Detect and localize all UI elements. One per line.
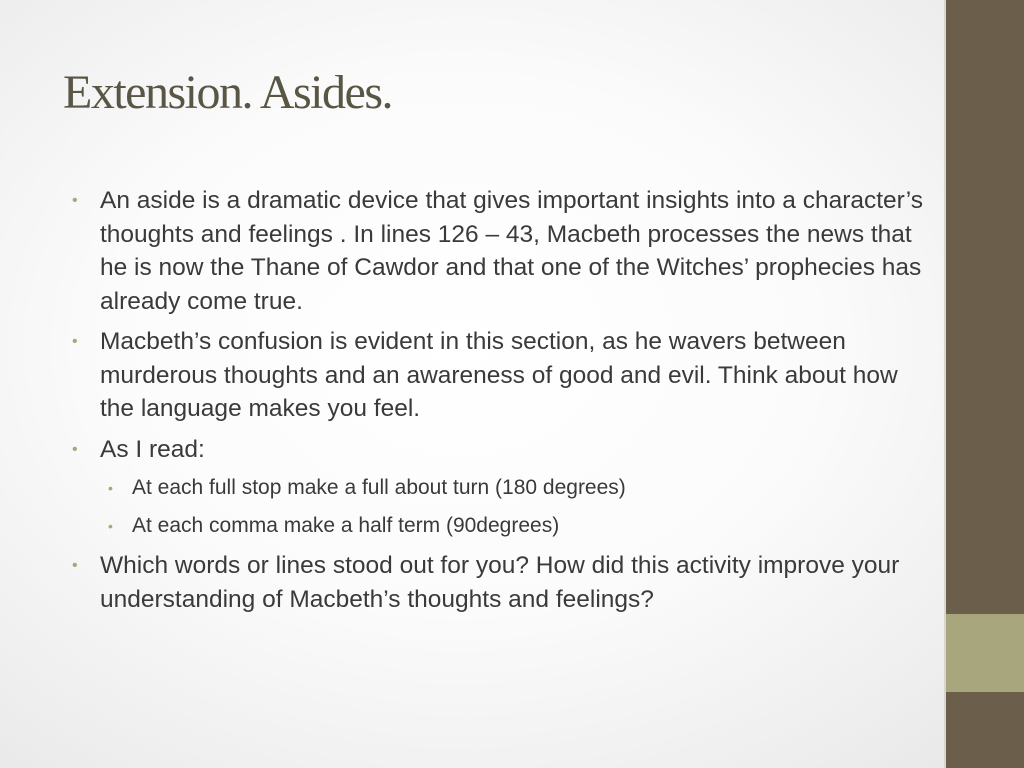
bullet-item bbox=[72, 549, 932, 616]
bullet-text: Macbeth’s confusion is evident in this section, as he wavers between murderous thoughts and an awareness of good and evil. Think about how the language makes you feel. bbox=[100, 328, 898, 422]
sub-bullet-dot-icon: • bbox=[108, 480, 113, 496]
bullet-text: Which words or lines stood out for you? How did this activity improve your understanding of Macbeth’s thoughts and feelings? bbox=[100, 552, 900, 613]
bullet-text: As I read: bbox=[100, 435, 205, 463]
slide-content bbox=[72, 184, 932, 623]
bullet-dot-icon: • bbox=[72, 192, 78, 209]
bullet-dot-icon: • bbox=[72, 440, 78, 458]
slide-title: Extension. Asides. bbox=[63, 66, 392, 119]
bullet-dot-icon: • bbox=[72, 557, 78, 574]
sub-bullet-text: At each comma make a half term (90degrees) bbox=[132, 514, 560, 537]
bullet-item bbox=[72, 433, 932, 467]
sub-bullet-dot-icon: • bbox=[108, 518, 113, 534]
sub-bullet-text: At each full stop make a full about turn (180 degrees) bbox=[132, 476, 626, 499]
bullet-text: An aside is a dramatic device that gives important insights into a character’s thoughts and feelings . In lines 126 – 43, Macbeth processes the news that he is now the Thane of Cawdor and that one of the Witches’ prophecies has already come true. bbox=[100, 187, 923, 315]
bullet-item bbox=[72, 325, 932, 426]
sidebar-accent-block bbox=[946, 614, 1024, 692]
bullet-item bbox=[72, 184, 932, 318]
sub-bullet-item bbox=[72, 511, 932, 541]
bullet-dot-icon: • bbox=[72, 333, 78, 350]
sub-bullet-item bbox=[72, 473, 932, 503]
